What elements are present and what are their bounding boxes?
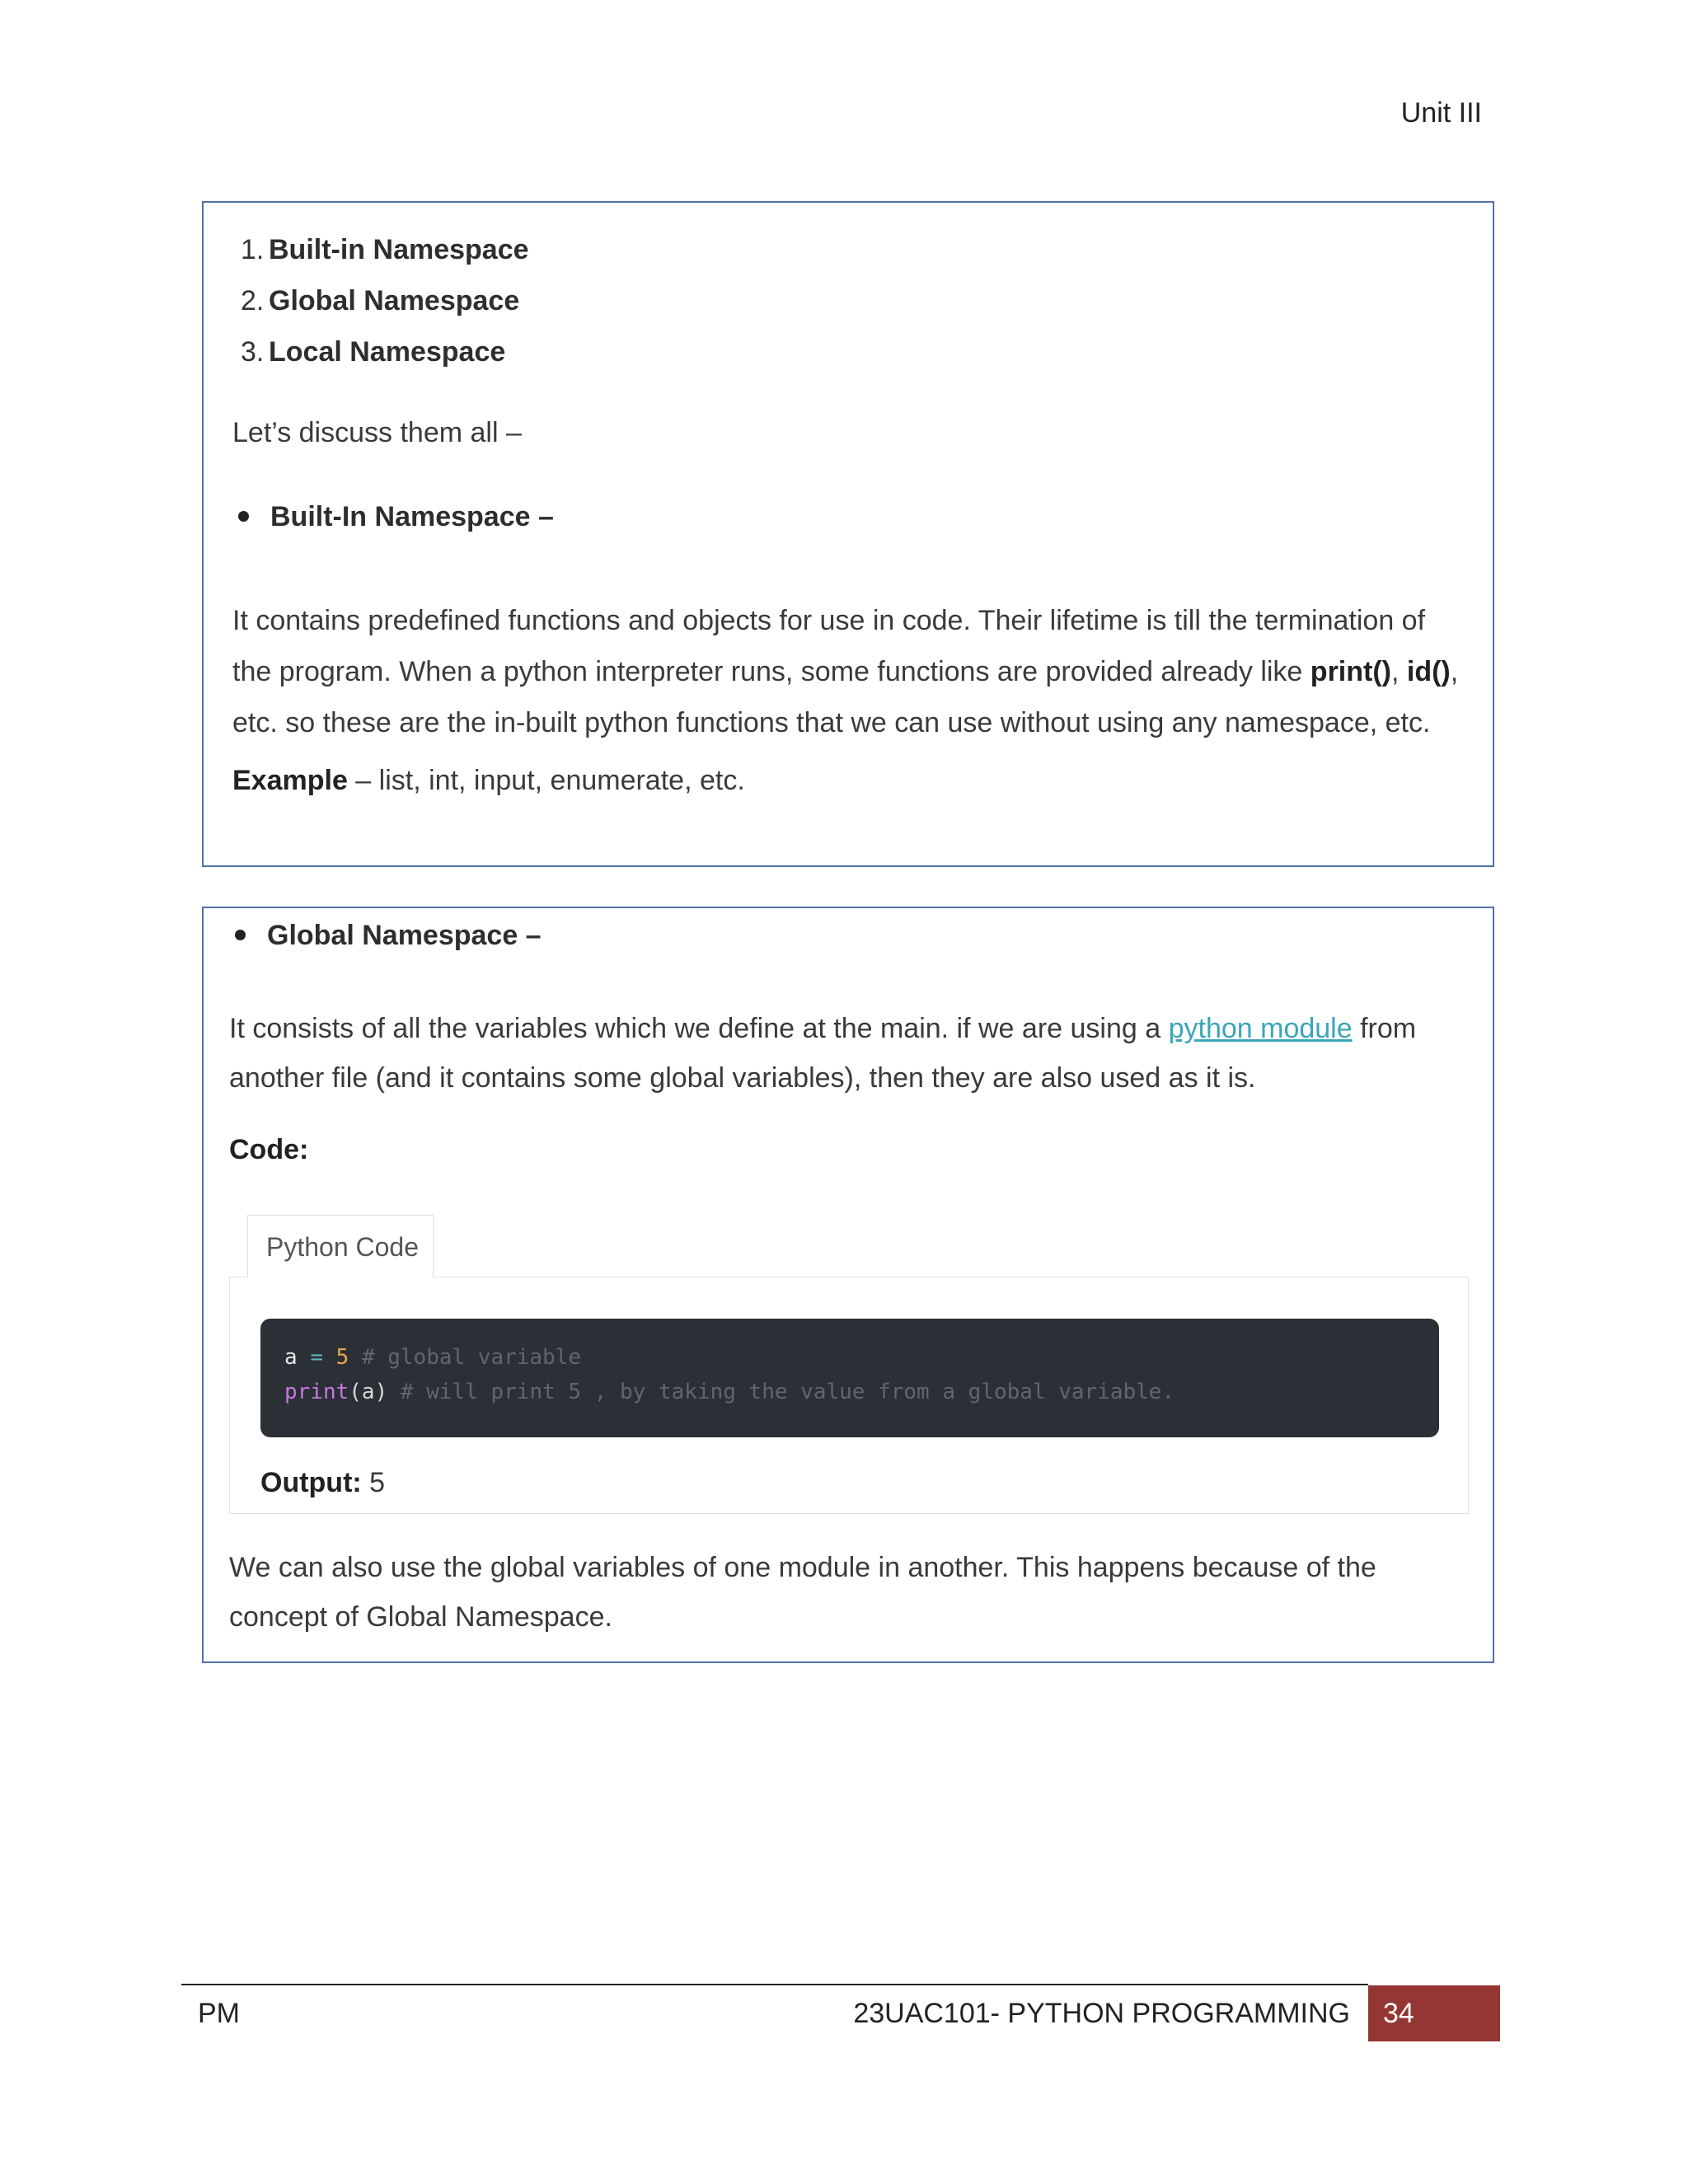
code-token: print — [284, 1380, 349, 1404]
list-number: 2. — [241, 285, 265, 316]
global-namespace-box — [202, 907, 1494, 1663]
builtin-heading — [238, 501, 554, 533]
list-item-text: Global Namespace — [269, 285, 520, 316]
example-label: Example — [232, 765, 348, 796]
builtin-heading-text: Built-In Namespace – — [270, 501, 554, 532]
closing-paragraph: We can also use the global variables of one module in another. This happens because of the concept of Global Namespace. — [229, 1552, 1376, 1633]
namespace-list — [241, 224, 529, 377]
para-comma: , — [1390, 656, 1407, 687]
builtin-para-text-end: , etc. so these are the in-built python functions that we can use without using any namespace, etc. — [232, 656, 1459, 738]
code-comment: # will print 5 , by taking the value from a global variable. — [400, 1380, 1175, 1404]
example-text: – list, int, input, enumerate, etc. — [347, 765, 745, 796]
list-item — [241, 224, 529, 275]
header-unit-label: Unit III — [1400, 97, 1482, 129]
footer-author: PM — [198, 1998, 240, 2029]
code-panel — [229, 1277, 1469, 1514]
footer-divider — [181, 1984, 1368, 1985]
print-keyword: print() — [1310, 656, 1391, 687]
builtin-para-text: It contains predefined functions and objects for use in code. Their lifetime is till the termination of the program. When a python interpreter runs, some functions are provided already like — [232, 605, 1426, 687]
python-module-link[interactable]: python module — [1168, 1013, 1353, 1044]
tab-python-code[interactable]: Python Code — [247, 1215, 434, 1277]
global-para-text-end: from another file (and it contains some global variables), then they are also used as it is. — [229, 1013, 1417, 1094]
output-label: Output: — [260, 1467, 362, 1498]
global-paragraph — [229, 1004, 1468, 1103]
list-number: 1. — [241, 234, 265, 265]
code-comment: # global variable — [361, 1345, 582, 1370]
code-token: a — [284, 1345, 298, 1370]
code-token: = — [310, 1345, 323, 1370]
page-number: 34 — [1368, 1985, 1500, 2041]
code-label: Code: — [229, 1134, 309, 1165]
builtin-paragraph — [232, 595, 1468, 748]
code-token: 5 — [335, 1345, 349, 1370]
list-item — [241, 275, 529, 326]
namespace-types-box — [202, 201, 1494, 867]
global-heading — [235, 920, 542, 952]
example-line — [232, 755, 1468, 806]
list-number: 3. — [241, 336, 265, 368]
output-value: 5 — [361, 1467, 386, 1498]
list-item — [241, 326, 529, 377]
code-token: (a) — [349, 1380, 388, 1404]
footer-course-title: 23UAC101- PYTHON PROGRAMMING — [853, 1998, 1350, 2029]
output-line — [260, 1467, 385, 1499]
code-block — [260, 1319, 1439, 1437]
bullet-icon — [235, 930, 246, 940]
id-keyword: id() — [1406, 656, 1451, 687]
list-item-text: Built-in Namespace — [269, 234, 529, 265]
bullet-icon — [238, 511, 249, 522]
global-heading-text: Global Namespace – — [267, 920, 542, 951]
intro-text: Let’s discuss them all – — [232, 417, 522, 448]
list-item-text: Local Namespace — [269, 336, 506, 368]
global-para-text: It consists of all the variables which we define at the main. if we are using a — [229, 1013, 1169, 1044]
